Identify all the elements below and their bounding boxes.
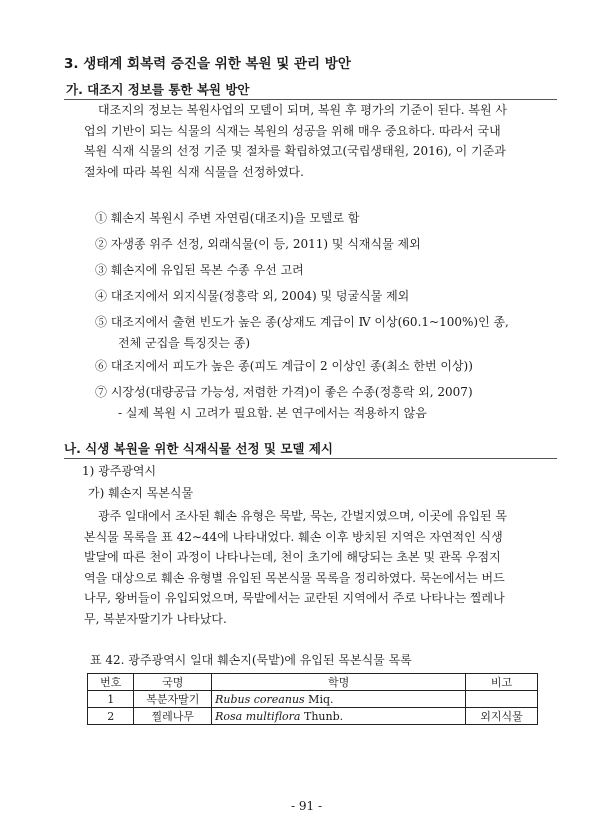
cell-scientific-name <box>212 691 466 708</box>
paragraph-line: 무, 복분자딸기가 나타났다. <box>84 611 227 626</box>
criteria-item-5-cont: 전체 군집을 특징짓는 종) <box>118 336 251 350</box>
page-number: - 91 - <box>290 799 322 813</box>
paragraph-line: 나무, 왕버들이 유입되었으며, 묵밭에서는 교란된 지역에서 주로 나타나는 찔레나 <box>84 591 505 605</box>
cell-no: 1 <box>88 691 134 708</box>
paragraph-line: 광주 일대에서 조사된 훼손 유형은 묵밭, 묵논, 간벌지였으며, 이곳에 유입된 목 <box>98 509 507 523</box>
criteria-item-7: ⑦ 시장성(대량공급 가능성, 저렴한 가격)이 좋은 수종(정흥락 외, 2007) <box>95 385 473 399</box>
cell-note <box>466 691 538 708</box>
criteria-item-5: ⑤ 대조지에서 출현 빈도가 높은 종(상재도 계급이 Ⅳ 이상(60.1~100%)인 종, <box>95 315 509 329</box>
cell-korean-name: 복분자딸기 <box>134 691 212 708</box>
cell-no: 2 <box>88 708 134 725</box>
header-note: 비고 <box>466 674 538 691</box>
plant-table <box>87 673 538 725</box>
paragraph-line: 본식물 목록을 표 42∼44에 나타내었다. 훼손 이후 방치된 지역은 자연적인 식생 <box>84 529 503 544</box>
paragraph-line: 역을 대상으로 훼손 유형별 유입된 목본식물 목록을 정리하였다. 묵논에서는 버드 <box>84 570 505 585</box>
sci-name-italic: Rosa multiflora <box>215 709 301 723</box>
heading-underline <box>64 458 557 459</box>
table-row <box>88 691 538 708</box>
sub-heading-1: 1) 광주광역시 <box>82 464 157 478</box>
criteria-item-2: ② 자생종 위주 선정, 외래식물(이 등, 2011) 및 식재식물 제외 <box>95 237 421 251</box>
table-caption: 표 42. 광주광역시 일대 훼손지(묵밭)에 유입된 목본식물 목록 <box>90 653 412 667</box>
criteria-item-3: ③ 훼손지에 유입된 목본 수종 우선 고려 <box>95 263 304 277</box>
criteria-note: - 실제 복원 시 고려가 필요함. 본 연구에서는 적용하지 않음 <box>118 406 427 420</box>
sci-name-italic: Rubus coreanus <box>215 692 305 706</box>
criteria-item-4: ④ 대조지에서 외지식물(정흥락 외, 2004) 및 덩굴식물 제외 <box>95 289 410 303</box>
sci-name-author: Miq. <box>304 692 334 706</box>
subsection-title-ga: 가. 대조지 정보를 통한 복원 방안 <box>66 82 250 97</box>
paragraph-na <box>84 506 548 629</box>
paragraph-line: 대조지의 정보는 복원사업의 모델이 되며, 복원 후 평가의 기준이 된다. 복원 사 <box>98 103 507 117</box>
paragraph-line: 절차에 따라 복원 식재 식물을 선정하였다. <box>84 164 304 179</box>
section-title: 3. 생태계 회복력 증진을 위한 복원 및 관리 방안 <box>64 56 351 72</box>
table-header-row <box>88 674 538 691</box>
paragraph-line: 업의 기반이 되는 식물의 식재는 복원의 성공을 위해 매우 중요하다. 따라서 국내 <box>84 123 501 138</box>
header-korean-name: 국명 <box>134 674 212 691</box>
paragraph-line: 발달에 따른 천이 과정이 나타나는데, 천이 초기에 해당되는 초본 및 관목 우점지 <box>84 550 501 564</box>
header-scientific-name: 학명 <box>212 674 466 691</box>
cell-note: 외지식물 <box>466 708 538 725</box>
header-no: 번호 <box>88 674 134 691</box>
sub-heading-ga: 가) 훼손지 목본식물 <box>88 486 194 500</box>
cell-scientific-name <box>212 708 466 725</box>
criteria-item-6: ⑥ 대조지에서 피도가 높은 종(피도 계급이 2 이상인 종(최소 한번 이상)) <box>95 359 473 373</box>
paragraph-line: 복원 식재 식물의 선정 기준 및 절차를 확립하였고(국립생태원, 2016), 이 기준과 <box>84 144 506 158</box>
paragraph-ga <box>84 100 548 182</box>
subsection-title-na: 나. 식생 복원을 위한 식재식물 선정 및 모델 제시 <box>64 441 333 456</box>
table-row <box>88 708 538 725</box>
sci-name-author: Thunb. <box>300 709 344 723</box>
criteria-item-1: ① 훼손지 복원시 주변 자연림(대조지)을 모델로 함 <box>95 211 360 225</box>
cell-korean-name: 찔레나무 <box>134 708 212 725</box>
